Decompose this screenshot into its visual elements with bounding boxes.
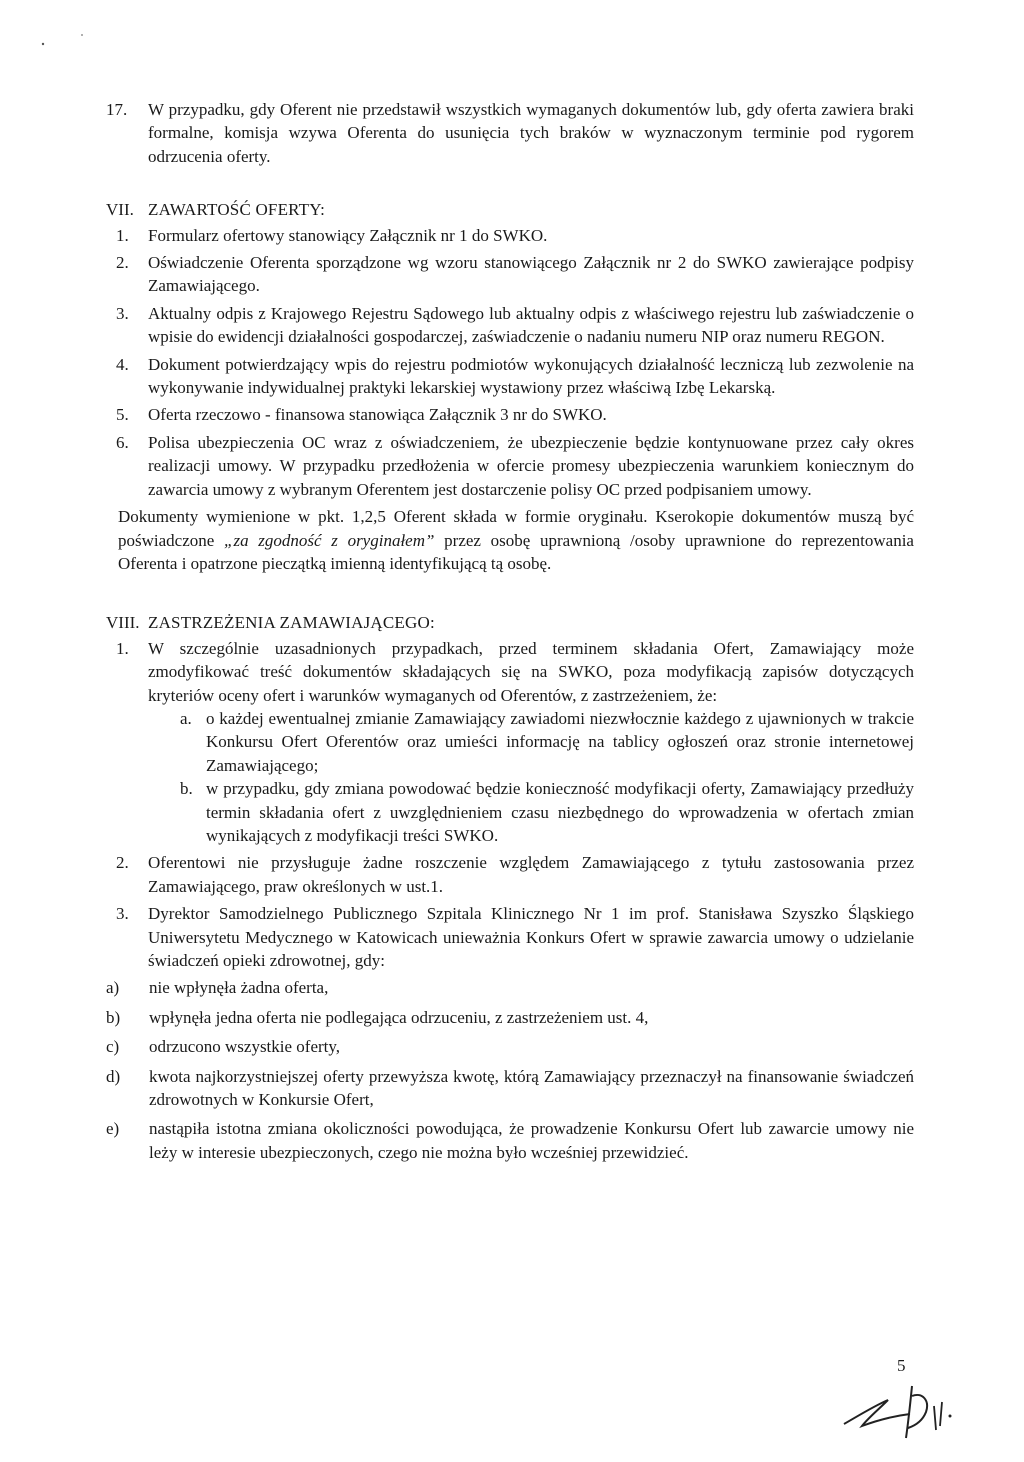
section-viii-item <box>106 902 914 972</box>
annulment-condition <box>106 1065 914 1112</box>
item-number: 5. <box>116 405 129 425</box>
point-17 <box>106 98 914 168</box>
sub-item-letter: b. <box>180 779 193 799</box>
section-vii-item <box>106 302 914 349</box>
item-text: Oferentowi nie przysługuje żadne roszczenie względem Zamawiającego z tytułu zastosowania przez Zamawiającego, praw określonych w ust.1. <box>148 853 914 896</box>
item-number: 3. <box>116 904 129 924</box>
section-viii-item <box>106 851 914 898</box>
annulment-condition <box>106 1117 914 1164</box>
section-vii-item <box>106 353 914 400</box>
item-text: Aktualny odpis z Krajowego Rejestru Sądowego lub aktualny odpis z właściwego rejestru lub zaświadczenie o wpisie do ewidencji działalności gospodarczej, zaświadczenie o nadaniu numeru NIP oraz numeru REGON. <box>148 303 914 347</box>
sub-item <box>106 707 914 777</box>
condition-letter: d) <box>106 1066 121 1086</box>
item-text: Formularz ofertowy stanowiący Załącznik nr 1 do SWKO. <box>148 225 548 245</box>
section-vii-item <box>106 251 914 298</box>
condition-text: nie wpłynęła żadna oferta, <box>149 978 329 998</box>
section-title: ZAWARTOŚĆ OFERTY: <box>148 200 326 220</box>
point-number: 17. <box>106 100 128 119</box>
note-text-end: przez osobę uprawnioną /osoby uprawnione do reprezentowania Oferenta i opatrzone pieczątką imienną identyfikującą tą osobę. <box>118 530 914 573</box>
condition-letter: c) <box>106 1037 120 1057</box>
condition-letter: a) <box>106 978 120 998</box>
item-number: 2. <box>116 853 129 873</box>
sub-item-text: w przypadku, gdy zmiana powodować będzie konieczność modyfikacji oferty, Zamawiający przedłuży termin składania ofert z uwzględnieniem czasu niezbędnego do wprowadzenia w ofertach zmian wynikających z modyfikacji treści SWKO. <box>206 779 914 845</box>
item-number: 6. <box>116 432 129 452</box>
condition-letter: b) <box>106 1007 121 1027</box>
annulment-condition <box>106 1035 914 1058</box>
section-number: VIII. <box>106 613 140 633</box>
note-text-start: Dokumenty wymienione w pkt. 1,2,5 Oferent składa w formie oryginału. Kserokopie dokumentów muszą być poświadczone <box>118 507 914 550</box>
item-number: 2. <box>116 253 129 273</box>
page-number: 5 <box>897 1356 906 1375</box>
point-text: W przypadku, gdy Oferent nie przedstawił wszystkich wymaganych dokumentów lub, gdy oferta zawiera braki formalne, komisja wzywa Oferenta do usunięcia tych braków w wyznaczonym terminie pod rygorem odrzucenia oferty. <box>148 100 914 166</box>
section-vii-item <box>106 431 914 501</box>
item-text: Dyrektor Samodzielnego Publicznego Szpitala Klinicznego Nr 1 im prof. Stanisława Szyszko Śląskiego Uniwersytetu Medycznego w Katowicach unieważnia Konkurs Ofert w sprawie zawarcia umowy o udzielanie świadczeń opieki zdrowotnej, gdy: <box>148 904 914 970</box>
documents-note <box>106 505 914 575</box>
item-number: 1. <box>116 225 129 245</box>
section-viii-heading <box>106 611 914 634</box>
item-text: W szczególnie uzasadnionych przypadkach, przed terminem składania Ofert, Zamawiający może zmodyfikować treść dokumentów składających się na SWKO, poza modyfikacją zapisów dotyczących kryteriów oceny ofert i warunków wymaganych od Oferentów, z zastrzeżeniem, że: <box>148 638 914 705</box>
note-italic-phrase: „za zgodność z oryginałem” <box>224 530 435 550</box>
item-number: 1. <box>116 638 129 658</box>
scan-specks <box>0 0 1024 60</box>
condition-text: wpłynęła jedna oferta nie podlegająca odrzuceniu, z zastrzeżeniem ust. 4, <box>149 1007 649 1027</box>
condition-letter: e) <box>106 1119 120 1139</box>
item-number: 3. <box>116 303 129 323</box>
sub-item-letter: a. <box>180 708 192 728</box>
section-vii-item <box>106 403 914 426</box>
document-body <box>106 98 914 1170</box>
section-number: VII. <box>106 200 134 220</box>
condition-text: nastąpiła istotna zmiana okoliczności powodująca, że prowadzenie Konkursu Ofert lub zawarcie umowy nie leży w interesie ubezpieczonych, czego nie można było wcześniej przewidzieć. <box>149 1119 914 1162</box>
section-vii-item <box>106 224 914 247</box>
condition-text: kwota najkorzystniejszej oferty przewyższa kwotę, którą Zamawiający przeznaczył na finansowanie świadczeń zdrowotnych w Konkursie Ofert, <box>149 1066 914 1110</box>
item-text: Oświadczenie Oferenta sporządzone wg wzoru stanowiącego Załącznik nr 2 do SWKO zawierające podpisy Zamawiającego. <box>148 253 914 296</box>
annulment-condition <box>106 976 914 999</box>
item-text: Oferta rzeczowo - finansowa stanowiąca Załącznik 3 nr do SWKO. <box>148 405 607 425</box>
section-title: ZASTRZEŻENIA ZAMAWIAJĄCEGO: <box>148 613 435 633</box>
section-viii-item <box>106 637 914 707</box>
section-vii-heading <box>106 198 914 221</box>
item-text: Polisa ubezpieczenia OC wraz z oświadczeniem, że ubezpieczenie będzie kontynuowane przez cały okres realizacji umowy. W przypadku przedłożenia w ofercie promesy ubezpieczenia warunkiem koniecznym do zawarcia umowy z wybranym Oferentem jest dostarczenie polisy OC przed podpisaniem umowy. <box>148 432 914 499</box>
annulment-condition <box>106 1006 914 1029</box>
item-text: Dokument potwierdzający wpis do rejestru podmiotów wykonujących działalność leczniczą lub zezwolenie na wykonywanie indywidualnej praktyki lekarskiej wystawiony przez właściwą Izbę Lekarską. <box>148 354 914 398</box>
handwritten-signature <box>838 1366 968 1446</box>
condition-text: odrzucono wszystkie oferty, <box>149 1037 341 1057</box>
sub-item <box>106 777 914 847</box>
sub-item-text: o każdej ewentualnej zmianie Zamawiający zawiadomi niezwłocznie każdego z ujawnionych w trakcie Konkursu Ofert Oferentów oraz umieści informację na tablicy ogłoszeń oraz stronie internetowej Zamawiającego; <box>206 708 914 775</box>
item-number: 4. <box>116 354 129 374</box>
